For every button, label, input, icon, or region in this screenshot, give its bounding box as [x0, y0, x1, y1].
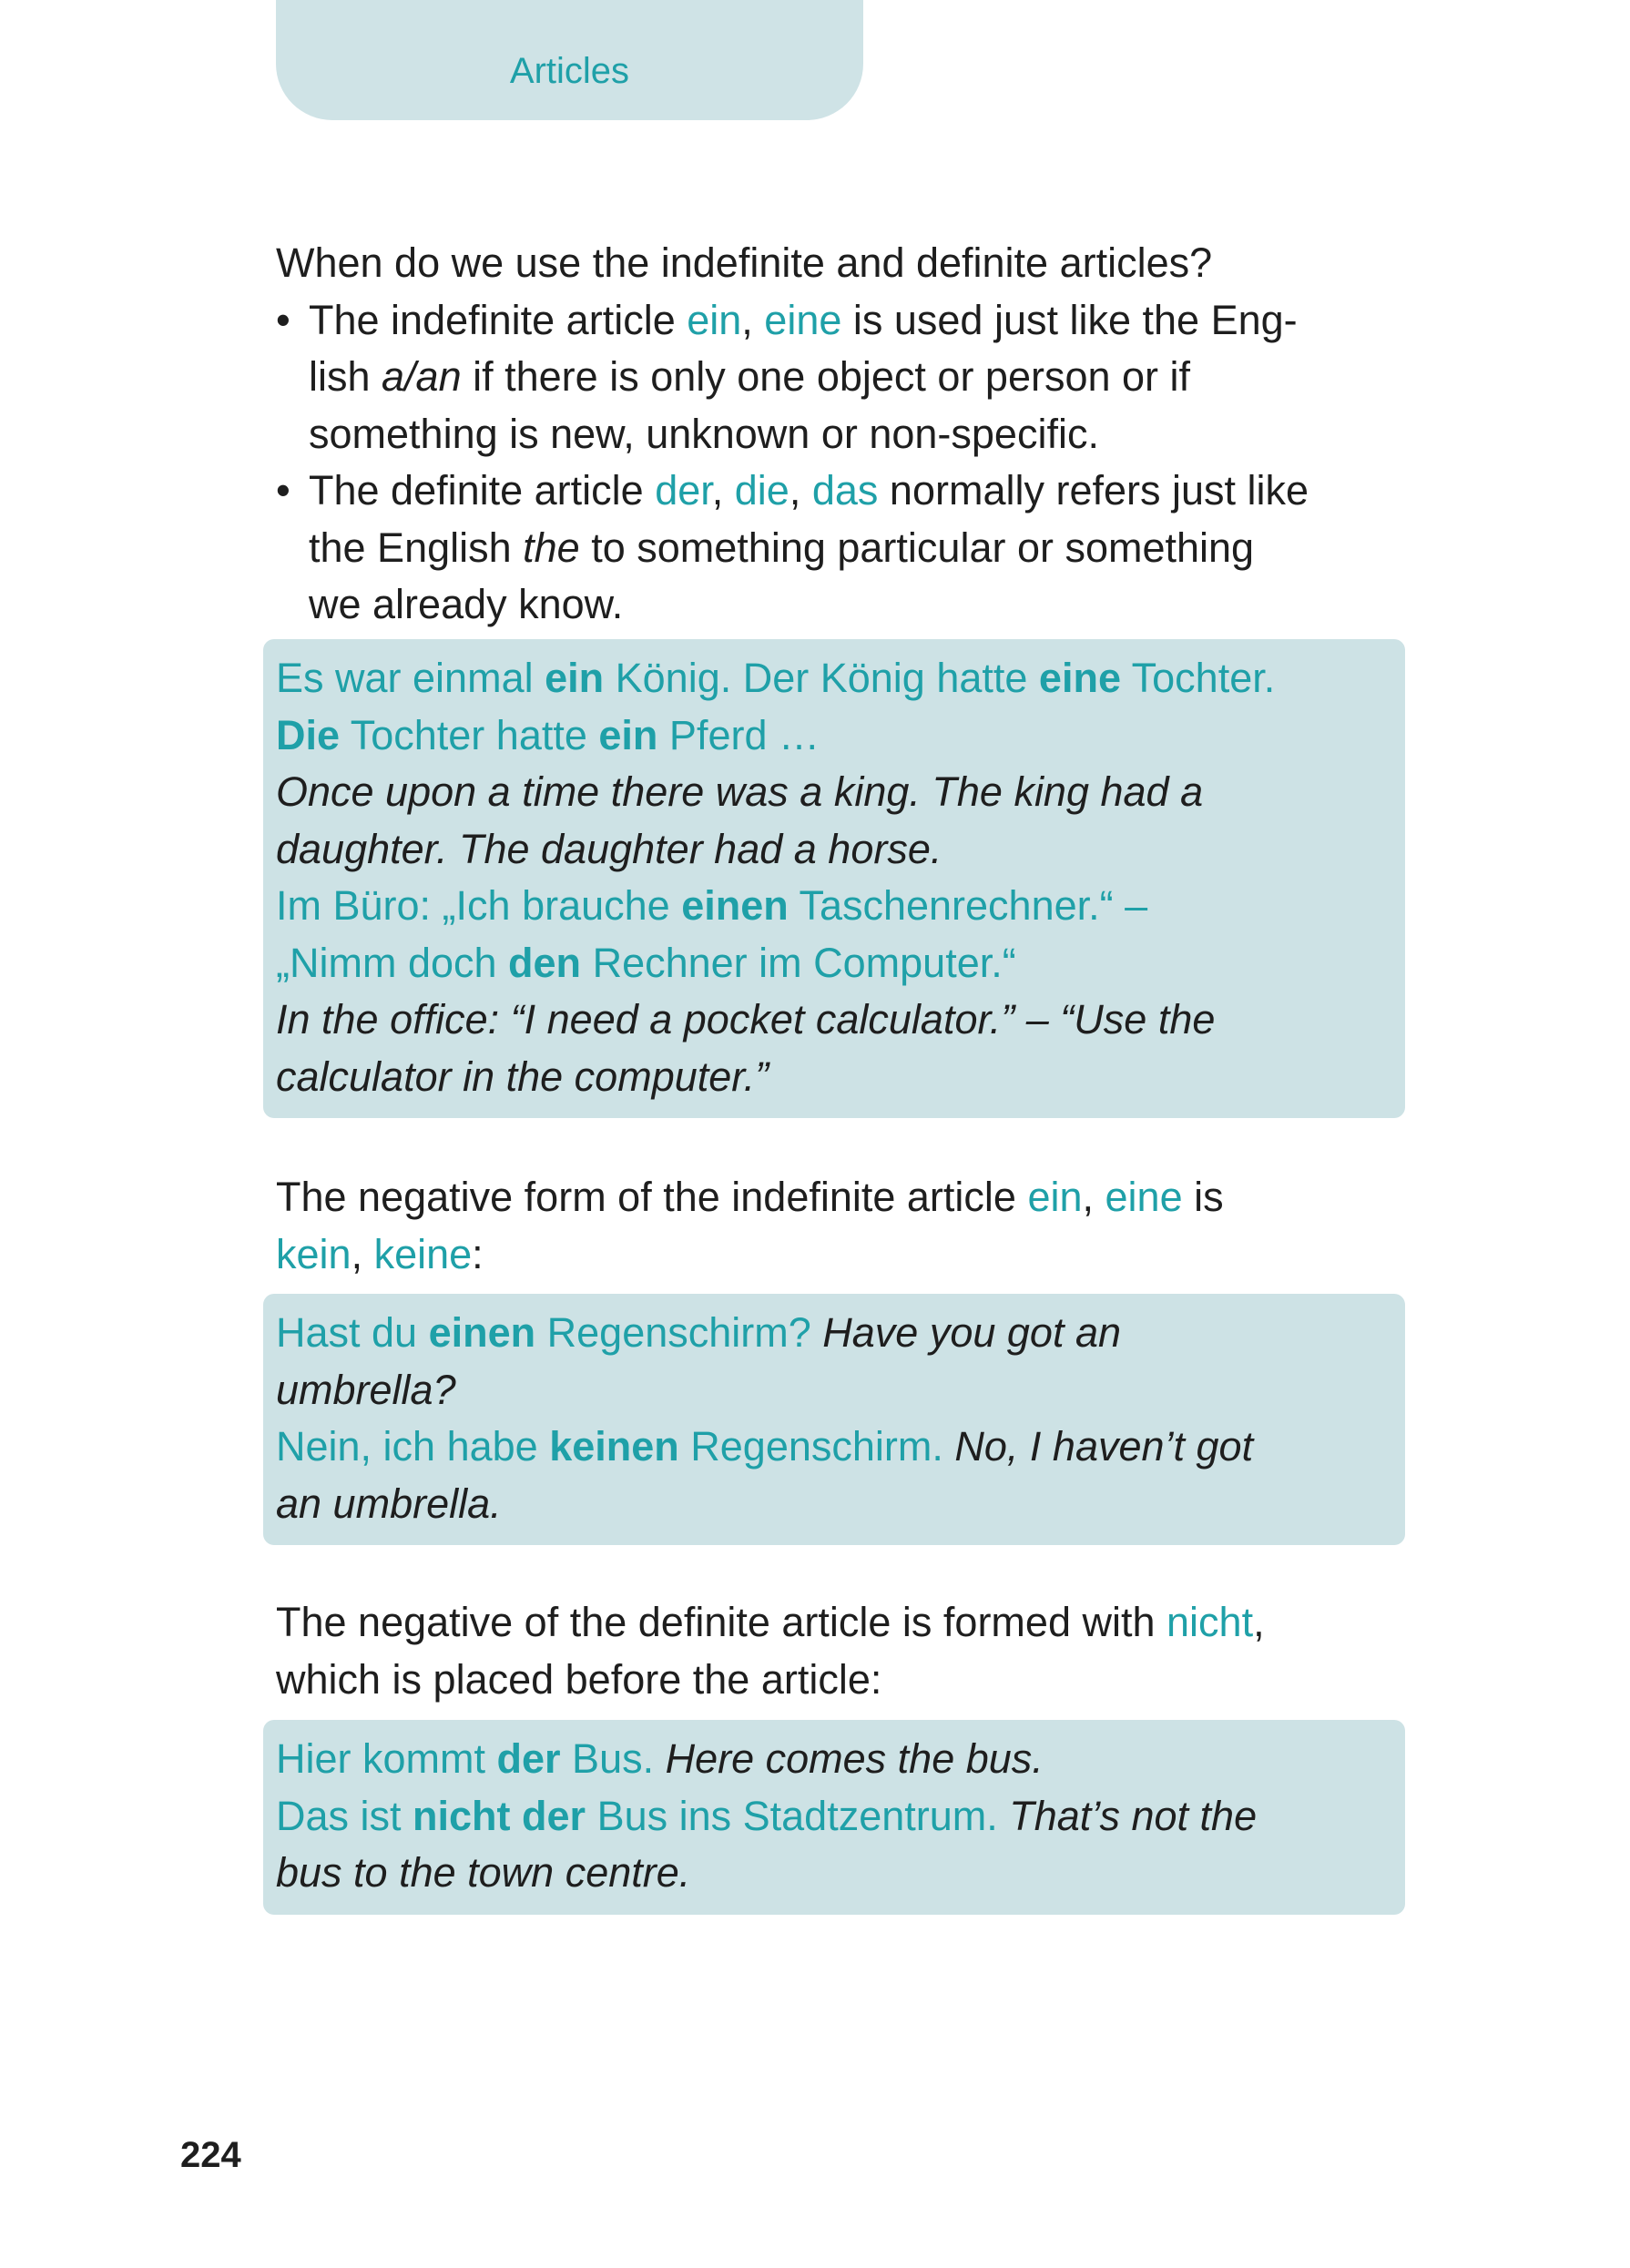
german-term: kein [276, 1230, 351, 1277]
article: den [508, 939, 582, 986]
section-title: Articles [509, 51, 630, 91]
example-box-1 [263, 639, 1405, 1118]
article: eine [1038, 655, 1121, 701]
text: Taschenrechner.“ – [788, 882, 1148, 929]
translation: bus to the town centre. [276, 1849, 691, 1896]
text: Hier kommt [276, 1735, 497, 1782]
german-term: das [811, 467, 879, 514]
text: the English [309, 524, 524, 571]
bullet-icon: • [276, 296, 290, 343]
text: The indefinite article [309, 296, 688, 343]
article: ein [545, 655, 605, 701]
translation: Here comes the bus. [654, 1735, 1044, 1782]
translation: an umbrella. [276, 1480, 502, 1527]
translation: No, I haven’t got [942, 1423, 1254, 1470]
text: lish [309, 353, 382, 400]
translation: daughter. The daughter had a horse. [276, 825, 942, 872]
bullet-indefinite [276, 292, 1414, 463]
german-term: eine [1105, 1174, 1183, 1220]
german-term: nicht [1166, 1599, 1254, 1645]
text: , [351, 1230, 374, 1277]
text: Bus ins Stadtzentrum. [586, 1792, 998, 1839]
text: Es war einmal [276, 655, 545, 701]
translation: In the office: “I need a pocket calculator.” – “Use the [276, 996, 1216, 1042]
example-box-2 [263, 1294, 1405, 1545]
translation: Have you got an [810, 1309, 1122, 1356]
text: Tochter. [1120, 655, 1276, 701]
text: Bus. [560, 1735, 655, 1782]
text: something is new, unknown or non-specific. [309, 410, 1099, 457]
article: keinen [549, 1423, 679, 1470]
german-term: ein [1027, 1174, 1083, 1220]
text: normally refers just like [878, 467, 1309, 514]
text: Nein, ich habe [276, 1423, 550, 1470]
translation: That’s not the [997, 1792, 1258, 1839]
german-term: der [655, 467, 712, 514]
german-term: ein [687, 296, 742, 343]
article: einen [681, 882, 789, 929]
german-term: eine [764, 296, 842, 343]
text: , [789, 467, 812, 514]
page-number: 224 [180, 2135, 241, 2175]
text: Das ist [276, 1792, 413, 1839]
text: to something particular or something [579, 524, 1255, 571]
text: if there is only one object or person or if [461, 353, 1191, 400]
text: „Nimm doch [276, 939, 509, 986]
text: Hast du [276, 1309, 429, 1356]
english-term: a/an [382, 353, 462, 400]
text: , [1253, 1599, 1265, 1645]
text: we already know. [309, 581, 624, 627]
bullet-definite [276, 463, 1414, 634]
translation: calculator in the computer.” [276, 1053, 769, 1100]
article: einen [428, 1309, 536, 1356]
text: , [711, 467, 735, 514]
text: Regenschirm? [535, 1309, 811, 1356]
text: The negative of the definite article is formed with [276, 1599, 1167, 1645]
section-tab [276, 0, 863, 120]
article: ein [598, 711, 658, 758]
german-term: die [734, 467, 790, 514]
intro-section [276, 235, 1414, 634]
article: nicht der [413, 1792, 586, 1839]
translation: umbrella? [276, 1366, 456, 1413]
text: Pferd … [657, 711, 820, 758]
negative-definite-paragraph [276, 1594, 1414, 1708]
text: Rechner im Computer.“ [581, 939, 1016, 986]
text: Im Büro: „Ich brauche [276, 882, 682, 929]
text: is [1182, 1174, 1224, 1220]
german-term: keine [373, 1230, 473, 1277]
text: which is placed before the article: [276, 1655, 882, 1703]
english-term: the [523, 524, 580, 571]
bullet-icon: • [276, 467, 290, 514]
text: Regenschirm. [678, 1423, 943, 1470]
text: , [741, 296, 765, 343]
negative-indefinite-paragraph [276, 1169, 1414, 1283]
article: Die [276, 711, 341, 758]
text: : [472, 1230, 484, 1277]
text: The definite article [309, 467, 656, 514]
text: , [1082, 1174, 1105, 1220]
text: is used just like the Eng- [841, 296, 1298, 343]
text: Tochter hatte [340, 711, 599, 758]
article: der [496, 1735, 561, 1782]
text: The negative form of the indefinite article [276, 1174, 1028, 1220]
text: König. Der König hatte [604, 655, 1039, 701]
translation: Once upon a time there was a king. The king had a [276, 768, 1204, 815]
example-box-3 [263, 1720, 1405, 1915]
intro-question: When do we use the indefinite and definite articles? [276, 239, 1213, 286]
